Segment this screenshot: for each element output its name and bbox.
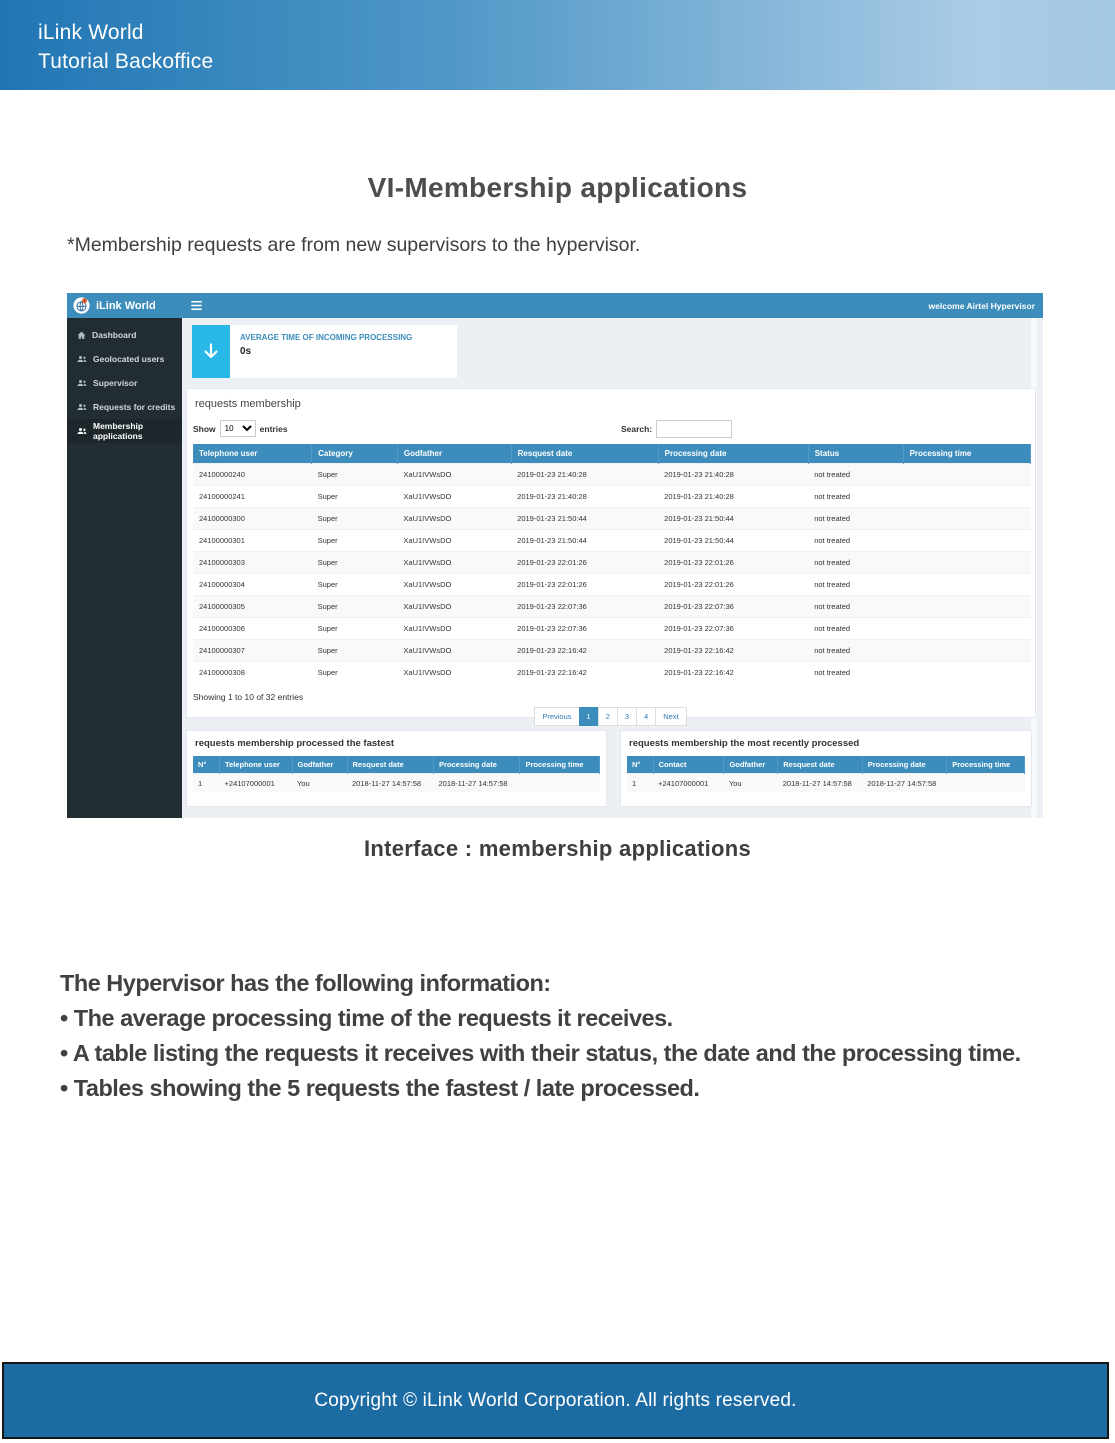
globe-pin-logo [73,297,90,314]
sidebar-item-dashboard[interactable] [67,323,182,347]
pagination-page-2[interactable]: 2 [598,707,618,726]
cell: XaU1IVWsDO [397,662,511,684]
cell: 2018-11-27 14:57:58 [862,774,947,793]
cell: 24100000306 [193,618,312,640]
column-header[interactable]: Telephone user [220,756,292,774]
body-text [60,966,1070,1106]
sidebar-item-requests-for-credits[interactable] [67,395,182,419]
cell: 2019-01-23 21:40:28 [511,486,658,508]
cell: 24100000308 [193,662,312,684]
column-header[interactable]: Processing time [903,444,1030,464]
cell: 2019-01-23 21:40:28 [511,464,658,486]
table-row [193,530,1031,552]
sidebar-item-label: Membership applications [93,421,144,441]
cell [903,486,1030,508]
cell: XaU1IVWsDO [397,618,511,640]
body-bullet: • Tables showing the 5 requests the fastest / late processed. [60,1071,1070,1106]
cell: Super [312,662,398,684]
pagination-page-1[interactable]: 1 [579,707,599,726]
table-row [193,574,1031,596]
search-input[interactable] [656,420,732,438]
cell [903,552,1030,574]
table-summary: Showing 1 to 10 of 32 entries [193,692,304,702]
page-subtitle: *Membership requests are from new supervisors to the hypervisor. [67,234,641,256]
cell [903,508,1030,530]
users-icon [77,379,87,387]
pagination-previous[interactable]: Previous [534,707,579,726]
pagination-page-4[interactable]: 4 [636,707,656,726]
column-header[interactable]: Processing time [520,756,600,774]
cell: XaU1IVWsDO [397,640,511,662]
show-label: Show [193,423,216,434]
sidebar-item-supervisor[interactable] [67,371,182,395]
app-topbar [67,293,1043,318]
column-header[interactable]: Telephone user [193,444,312,464]
cell: 24100000240 [193,464,312,486]
cell: 2019-01-23 22:16:42 [511,662,658,684]
cell: 2019-01-23 21:50:44 [658,508,808,530]
cell: not treated [808,508,903,530]
users-icon [77,355,87,363]
column-header[interactable]: N° [193,756,220,774]
cell: 24100000301 [193,530,312,552]
column-header[interactable]: Processing date [433,756,519,774]
average-time-card [192,325,457,378]
cell: 2019-01-23 22:07:36 [511,618,658,640]
column-header[interactable]: Category [312,444,398,464]
cell: Super [312,530,398,552]
cell: XaU1IVWsDO [397,574,511,596]
fastest-processed-panel [186,730,607,807]
table-row [627,774,1025,793]
document-header [0,0,1115,90]
sidebar-item-label: Supervisor [93,378,138,388]
cell: 24100000300 [193,508,312,530]
recently-processed-panel [620,730,1032,807]
cell: not treated [808,574,903,596]
table-row [193,552,1031,574]
cell: 24100000241 [193,486,312,508]
cell: 2019-01-23 22:07:36 [658,618,808,640]
sidebar-item-geolocated-users[interactable] [67,347,182,371]
pagination [193,707,1029,726]
cell: not treated [808,662,903,684]
cell: 2019-01-23 22:16:42 [511,640,658,662]
cell: XaU1IVWsDO [397,596,511,618]
cell: 24100000304 [193,574,312,596]
average-time-value: 0s [240,346,252,357]
cell [947,774,1025,793]
cell: 2019-01-23 22:01:26 [511,552,658,574]
table-row [193,486,1031,508]
cell: 1 [627,774,653,793]
app-content [182,318,1043,818]
cell: 2019-01-23 22:01:26 [658,552,808,574]
cell: Super [312,618,398,640]
sidebar-item-label: Geolocated users [93,354,165,364]
cell: 2019-01-23 22:01:26 [658,574,808,596]
cell: not treated [808,530,903,552]
fastest-processed-table [193,756,600,792]
users-icon [77,403,87,411]
table-row [193,596,1031,618]
document-footer: Copyright © iLink World Corporation. All rights reserved. [2,1362,1109,1439]
cell: Super [312,486,398,508]
backoffice-screenshot [67,293,1043,818]
cell: 24100000305 [193,596,312,618]
cell: +24107000001 [653,774,724,793]
cell: 2018-11-27 14:57:58 [778,774,863,793]
header-line-2: Tutorial Backoffice [38,50,214,73]
cell: 2019-01-23 21:50:44 [658,530,808,552]
cell: 2019-01-23 21:50:44 [511,530,658,552]
cell [903,662,1030,684]
column-header[interactable]: Godfather [292,756,347,774]
column-header[interactable]: Status [808,444,903,464]
column-header[interactable]: Processing date [862,756,947,774]
welcome-user[interactable]: welcome Airtel Hypervisor [928,300,1035,311]
cell: Super [312,574,398,596]
entries-label: entries [259,423,288,434]
requests-membership-table [193,444,1031,683]
cell: You [724,774,778,793]
cell [903,464,1030,486]
cell: not treated [808,486,903,508]
sidebar-item-label: Dashboard [92,330,137,340]
table-row [193,464,1031,486]
sidebar-item-membership-applications[interactable] [67,419,182,443]
pagination-page-3[interactable]: 3 [617,707,637,726]
body-bullet: • The average processing time of the requests it receives. [60,1001,1070,1036]
cell [903,618,1030,640]
cell: XaU1IVWsDO [397,530,511,552]
cell: 1 [193,774,220,793]
users-icon [77,427,87,435]
table-row [193,774,600,793]
cell [903,530,1030,552]
cell: not treated [808,552,903,574]
cell: XaU1IVWsDO [397,486,511,508]
cell: 2019-01-23 22:07:36 [658,596,808,618]
cell [903,640,1030,662]
cell: XaU1IVWsDO [397,464,511,486]
column-header[interactable]: Contact [653,756,724,774]
cell: Super [312,596,398,618]
column-header[interactable]: Godfather [397,444,511,464]
table-row [193,662,1031,684]
down-arrow-icon [192,325,230,378]
cell: XaU1IVWsDO [397,508,511,530]
search-label: Search: [621,424,653,434]
cell: 24100000307 [193,640,312,662]
cell: not treated [808,618,903,640]
header-line-1: iLink World [38,21,144,44]
cell: Super [312,464,398,486]
cell: Super [312,552,398,574]
hamburger-icon[interactable] [182,293,211,318]
cell: XaU1IVWsDO [397,552,511,574]
cell: not treated [808,464,903,486]
cell: 2019-01-23 22:07:36 [511,596,658,618]
page-title: VI-Membership applications [367,172,748,203]
table-row [193,618,1031,640]
table-row [193,508,1031,530]
cell: 2019-01-23 22:16:42 [658,662,808,684]
figure-caption: Interface : membership applications [363,836,752,861]
cell: Super [312,508,398,530]
cell: 2019-01-23 21:40:28 [658,464,808,486]
column-header[interactable]: Resquest date [511,444,658,464]
average-time-title: AVERAGE TIME OF INCOMING PROCESSING [240,333,413,342]
app-brand-label: iLink World [96,299,156,312]
cell [903,596,1030,618]
column-header[interactable]: Godfather [724,756,778,774]
cell [520,774,600,793]
cell [903,574,1030,596]
column-header[interactable]: N° [627,756,653,774]
pagination-next[interactable]: Next [655,707,686,726]
cell: +24107000001 [220,774,292,793]
body-bullet: • A table listing the requests it receives with their status, the date and the processing time. [60,1036,1070,1071]
column-header[interactable]: Resquest date [778,756,863,774]
home-icon [77,331,86,340]
panel-title: requests membership the most recently processed [629,738,860,749]
body-intro: The Hypervisor has the following information: [60,970,551,996]
column-header[interactable]: Processing time [947,756,1025,774]
column-header[interactable]: Resquest date [347,756,433,774]
cell: 2018-11-27 14:57:58 [433,774,519,793]
app-brand[interactable] [67,293,182,318]
panel-title: requests membership [195,398,301,410]
cell: 2019-01-23 21:50:44 [511,508,658,530]
page-length-select[interactable] [220,420,256,437]
cell: 2019-01-23 22:16:42 [658,640,808,662]
cell: 2019-01-23 21:40:28 [658,486,808,508]
requests-membership-panel [186,388,1036,721]
cell: not treated [808,596,903,618]
cell: not treated [808,640,903,662]
cell: 2019-01-23 22:01:26 [511,574,658,596]
column-header[interactable]: Processing date [658,444,808,464]
recently-processed-table [627,756,1025,792]
cell: You [292,774,347,793]
table-row [193,640,1031,662]
sidebar-item-label: Requests for credits [93,402,176,412]
panel-title: requests membership processed the fastest [195,738,395,749]
cell: 2018-11-27 14:57:58 [347,774,433,793]
sidebar [67,318,182,818]
cell: 24100000303 [193,552,312,574]
cell: Super [312,640,398,662]
